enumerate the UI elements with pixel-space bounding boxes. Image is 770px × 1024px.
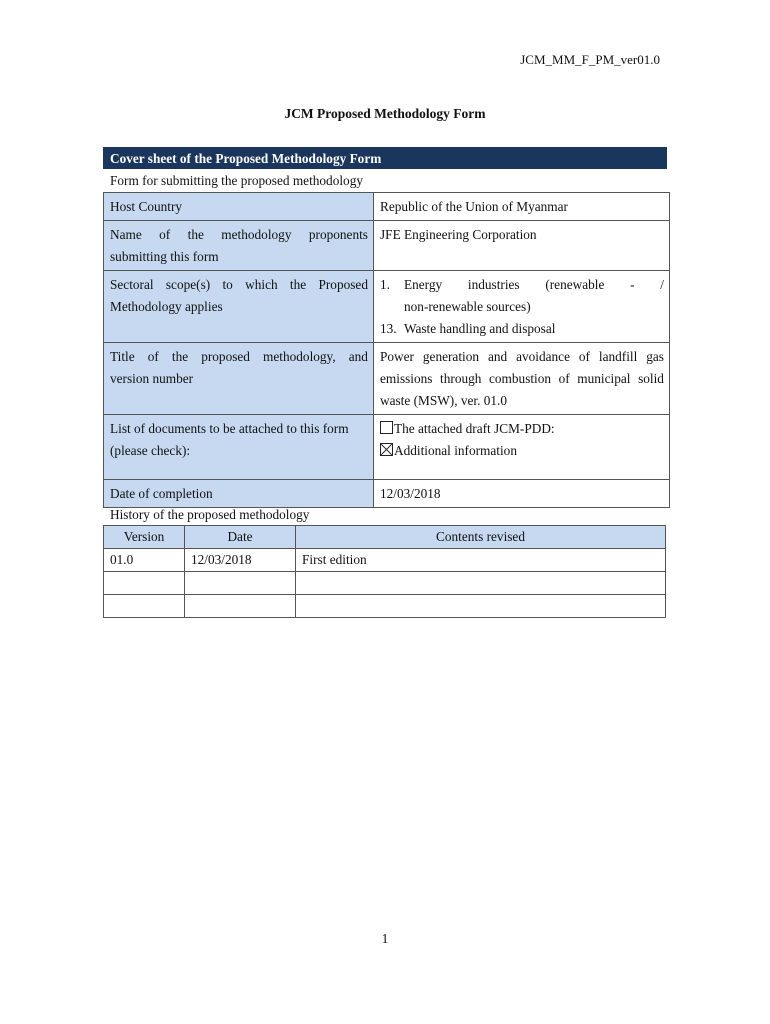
word: landfill [598,349,638,364]
column-header-version: Version [104,526,185,549]
option-label: The attached draft JCM-PDD: [394,421,555,436]
word: which [245,277,278,292]
word: combustion [489,371,552,386]
item-number: 1. [380,277,390,292]
option-label: Additional information [394,443,517,458]
scope-item-1-line2: non-renewable sources) [404,299,531,314]
word: (renewable [545,277,605,292]
row-documents [104,415,670,480]
documents-label-line1: List of documents to be attached to this form [110,421,349,436]
history-label: History of the proposed methodology [110,507,310,522]
word: the [171,349,189,364]
sectoral-scope-label-line1 [110,274,368,296]
table-row [104,595,666,618]
cell-version [104,595,185,618]
word: proposed [201,349,250,364]
scope-item-2-text: Waste handling and disposal [404,321,556,336]
word: industries [467,277,520,292]
title-value-line1 [380,346,664,368]
host-country-value: Republic of the Union of Myanmar [374,193,670,221]
row-host-country [104,193,670,221]
word: - [630,277,635,292]
row-title-version [104,343,670,415]
column-header-date: Date [185,526,296,549]
word: of [558,371,570,386]
title-version-label-line2: version number [110,371,194,386]
scope-item-1-line1 [404,274,664,296]
word: avoidance [516,349,570,364]
title-version-label [104,343,374,415]
cell-version: 01.0 [104,549,185,572]
sectoral-scope-label-line2: Methodology applies [110,299,223,314]
word: of [147,349,159,364]
proponents-label [104,221,374,271]
documents-label-line2: (please check): [110,443,191,458]
word: Energy [404,277,443,292]
table-row [104,549,666,572]
word: and [487,349,508,364]
word: proponents [308,227,368,242]
word: Proposed [318,277,368,292]
word: scope(s) [165,277,211,292]
cell-contents [296,572,666,595]
scope-item-1 [380,274,664,318]
sectoral-scope-value [374,271,670,343]
title-version-label-line1 [110,346,368,368]
word: methodology [221,227,292,242]
proponents-value: JFE Engineering Corporation [374,221,670,271]
title-version-value [374,343,670,415]
document-option-additional-info[interactable] [380,440,664,462]
cell-date [185,595,296,618]
word: methodology, [263,349,336,364]
word: Title [110,349,135,364]
table-row [104,572,666,595]
item-number: 13. [380,321,397,336]
word: the [289,277,307,292]
document-id: JCM_MM_F_PM_ver01.0 [520,52,660,67]
word: through [440,371,482,386]
completion-value: 12/03/2018 [374,480,670,508]
word: the [187,227,204,242]
title-value-line2 [380,368,664,390]
cover-subtitle: Form for submitting the proposed methodology [110,173,363,188]
word: to [222,277,233,292]
word: / [660,277,664,292]
word: gas [646,349,664,364]
documents-value [374,415,670,480]
sectoral-scope-label [104,271,374,343]
page-title: JCM Proposed Methodology Form [284,106,486,121]
word: Power [380,349,414,364]
scope-item-2 [380,318,664,340]
cover-sheet-heading: Cover sheet of the Proposed Methodology Form [103,147,667,169]
completion-label: Date of completion [104,480,374,508]
cell-version [104,572,185,595]
word: of [578,349,590,364]
history-table [103,525,666,618]
cover-sheet-table [103,192,670,508]
cell-date [185,572,296,595]
title-value-line3: waste (MSW), ver. 01.0 [380,393,508,408]
host-country-label: Host Country [104,193,374,221]
checkbox-unchecked-icon[interactable] [380,421,393,434]
cell-contents: First edition [296,549,666,572]
word: municipal [577,371,631,386]
column-header-contents: Contents revised [296,526,666,549]
word: Name [110,227,142,242]
word: emissions [380,371,433,386]
row-sectoral-scope [104,271,670,343]
row-proponents [104,221,670,271]
page-number: 1 [381,931,389,946]
documents-label [104,415,374,480]
scope-item-1-text [404,274,664,318]
row-completion [104,480,670,508]
word: Sectoral [110,277,154,292]
word: of [159,227,171,242]
word: generation [422,349,480,364]
checkbox-checked-icon[interactable] [380,443,393,456]
proponents-label-line2: submitting this form [110,249,219,264]
cell-date: 12/03/2018 [185,549,296,572]
word: and [348,349,368,364]
document-option-draft-pdd[interactable] [380,418,664,440]
cell-contents [296,595,666,618]
word: solid [638,371,664,386]
history-header-row [104,526,666,549]
proponents-label-line1 [110,224,368,246]
